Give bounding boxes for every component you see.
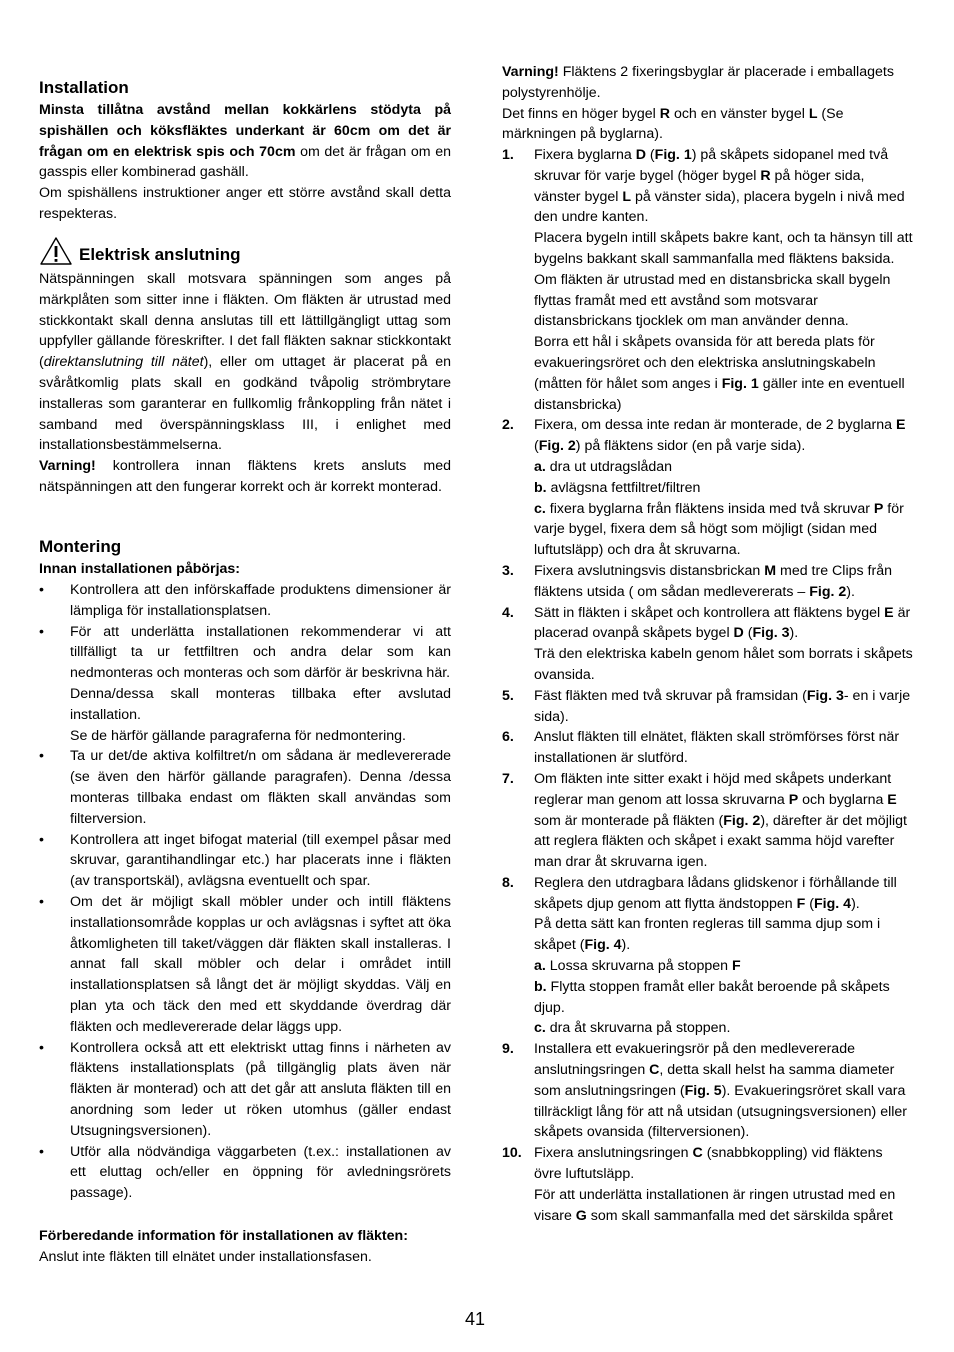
electric-text-a: Nätspänningen skall motsvara spänningen som anges på märkplåten som sitter inne i fläkten. Om fläkten är utrustad med stickkontakt skall denna anslutas till ett lättillgängligt uttag som uppfyller gällande föreskrifter. I det fall fläkten saknar stickkontakt ( xyxy=(39,271,451,371)
step-text: Om fläkten inte sitter exakt i höjd med skåpets underkant reglerar man genom att lossa skruvarna P och byglarna E som är monterade på fläkten (Fig. 2), därefter är det möjligt att reglera fläkten och skåpet i exakt samma höjd varefter man drar åt skruvarna igen. xyxy=(534,770,907,871)
prep-block xyxy=(39,1226,451,1268)
list-item-text: Utför alla nödvändiga väggarbeten (t.ex.: installationen av ett eluttag och/eller en öppning för avledningsrörets passage). xyxy=(70,1143,451,1202)
step-number: 6. xyxy=(502,729,514,746)
step-item xyxy=(502,873,914,1039)
mounting-bullet-list xyxy=(39,580,451,1204)
step-item xyxy=(502,727,914,769)
installation-paragraph-1 xyxy=(39,100,451,183)
list-item xyxy=(39,1142,451,1204)
installation-paragraph-2: Om spishällens instruktioner anger ett större avstånd skall detta respekteras. xyxy=(39,185,451,222)
step-item xyxy=(502,1143,914,1226)
installation-distance-rest: om det är frågan om en gasspis eller kombinerad gashäll. xyxy=(39,143,451,181)
bullet-icon: • xyxy=(39,582,44,598)
list-item-text: Kontrollera att inget bifogat material (till exempel påsar med skruvar, garantihandlingar etc.) har placerats inne i fläkten (av transportskäl), avlägsna eventuellt och spar. xyxy=(70,831,451,890)
step-number: 8. xyxy=(502,874,514,891)
brackets-intro: Det finns en höger bygel R och en vänster bygel L (Se märkningen på byglarna). xyxy=(502,105,844,143)
electric-text-italic: direktanslutning till nätet xyxy=(43,354,204,371)
brackets-warning-label: Varning! xyxy=(502,64,559,80)
bullet-icon: • xyxy=(39,893,44,910)
list-item xyxy=(39,892,451,1038)
step-item xyxy=(502,603,914,686)
mounting-subtitle: Innan installationen påbörjas: xyxy=(39,561,241,577)
bullet-icon: • xyxy=(39,623,44,640)
electric-paragraph xyxy=(39,269,451,498)
step-item xyxy=(502,1039,914,1143)
step-item xyxy=(502,561,914,603)
page-number: 41 xyxy=(465,1309,486,1329)
list-item xyxy=(39,622,451,747)
step-number: 7. xyxy=(502,770,514,787)
list-item-text: Kontrollera också att ett elektriskt uttag finns i närheten av fläktens installationsplats (på tillgänglig plats även när fläkten är monterad) och att det går att ansluta fläkten till en anordning som leder ut röken utomhus (gäller endast Utsugningsversionen). xyxy=(70,1039,451,1139)
step-text: Installera ett evakueringsrör på den medlevererade anslutningsringen C, detta skall helst ha samma diameter som anslutningsringen (Fig. 5). Evakueringsröret skall vara tillräckligt lång för att nå utsidan (utsugningsversionen) eller skåpets ovansida (filterversionen). xyxy=(534,1041,908,1141)
warning-triangle-icon xyxy=(39,236,73,271)
step-text: Fixera anslutningsringen C (snabbkoppling) vid fläktens övre luftutsläpp. För att underlätta installationen är ringen utrustad med en visare G som skall sammanfalla med det särskilda spåret xyxy=(534,1145,896,1224)
list-item xyxy=(39,830,451,892)
bullet-icon: • xyxy=(39,1039,44,1056)
list-item-text: Kontrollera att den införskaffade produktens dimensioner är lämpliga för installationsplatsen. xyxy=(70,582,451,619)
prep-text: Anslut inte fläkten till elnätet under installationsfasen. xyxy=(39,1248,372,1265)
electric-warning-text: kontrollera innan fläktens krets ansluts med nätspänningen att den fungerar korrekt och är korrekt monterad. xyxy=(39,458,451,495)
installation-steps-list xyxy=(502,145,914,1226)
list-item xyxy=(39,1038,451,1142)
bullet-icon: • xyxy=(39,1143,44,1160)
installation-heading: Installation xyxy=(39,78,129,97)
brackets-warning xyxy=(502,62,914,145)
step-text: Fixera avslutningsvis distansbrickan M med tre Clips från fläktens utsida ( om sådan medlevererats – Fig. 2). xyxy=(534,562,892,600)
step-text: Anslut fläkten till elnätet, fläkten skall strömförses först när installationen är slutförd. xyxy=(534,729,900,767)
electric-text-b: ), eller om uttaget är placerat på en svåråtkomlig plats skall en godkänd tvåpolig strömbrytare installeras som garanterar en fullkomlig frånkoppling från nätet i samband med överspänningsklass III, i enlighet med installationsbestämmelserna. xyxy=(39,354,451,454)
mounting-heading: Montering xyxy=(39,537,122,556)
step-item xyxy=(502,145,914,415)
step-number: 4. xyxy=(502,604,514,621)
prep-title: Förberedande information för installationen av fläkten: xyxy=(39,1228,408,1244)
step-number: 10. xyxy=(502,1145,522,1162)
step-number: 3. xyxy=(502,562,514,579)
list-item-text: För att underlätta installationen rekommenderar vi att tillfälligt ta ur fettfiltren och andra delar som kan nedmonteras och monteras och som därför är beskrivna här. Denna/dessa skall monteras tillbaka efter avslutad installation. Se de härför gällande paragraferna för nedmontering. xyxy=(70,623,451,744)
step-text: Fixera, om dessa inte redan är monterade, de 2 byglarna E (Fig. 2) på fläktens sidor (en på varje sida). a. dra ut utdragslådan b. avlägsna fettfiltret/filtren c. fixera byglarna från fläktens insida med två skruvar P för varje bygel, fixera dem så högt som möjligt (sidan med luftutsläpp) och dra åt skruvarna. xyxy=(534,417,906,559)
electric-heading-row xyxy=(39,236,241,271)
step-number: 2. xyxy=(502,417,514,434)
electric-warning-label: Varning! xyxy=(39,458,96,475)
step-number: 9. xyxy=(502,1041,514,1058)
step-item xyxy=(502,415,914,561)
electric-heading: Elektrisk anslutning xyxy=(79,245,241,264)
step-item xyxy=(502,686,914,728)
installation-distance-bold: Minsta tillåtna avstånd mellan kokkärlens stödyta på spishällen och köksfläktes underkant är 60cm om det är frågan om en elektrisk spis och 70cm xyxy=(39,102,451,160)
step-number: 1. xyxy=(502,147,514,163)
step-number: 5. xyxy=(502,687,514,704)
list-item xyxy=(39,746,451,829)
list-item-text: Ta ur det/de aktiva kolfiltret/n om sådana är medlevererade (se även den härför gällande paragrafen). Denna /dessa monteras tillbaka endast om fläkten skall användas som filterversion. xyxy=(70,748,451,827)
step-text: Fixera byglarna D (Fig. 1) på skåpets sidopanel med två skruvar för varje bygel (höger bygel R på höger sida, vänster bygel L på vänster sida), placera bygeln i nivå med den undre kanten. Placera bygeln intill skåpets bakre kant, och ta hänsyn till att bygelns bakkant skall sammanfalla med fläktens baksida. Om fläkten är utrustad med en distansbricka skall bygeln flyttas framåt med ett avstånd som motsvarar distansbrickans tjocklek om man använder denna. Borra ett hål i skåpets ovansida för att bereda plats för evakueringsröret och den elektriska anslutningskabeln (måtten för hålet som anges i Fig. 1 gäller inte en eventuell distansbricka) xyxy=(534,147,913,413)
step-text: Fäst fläkten med två skruvar på framsidan (Fig. 3- en i varje sida). xyxy=(534,687,911,725)
list-item-text: Om det är möjligt skall möbler under och intill fläktens installationsområde kopplas ur och avlägsnas i syftet att öka åtkomligheten till taket/väggen där fläkten skall installeras. I annat fall skall möbler och delar i området intill installationsplatsen så långt det är möjligt skyddas. Välj en plan yta och täck den med ett skyddande överdrag där fläkten och medlevererade delar läggs upp. xyxy=(70,893,451,1035)
list-item xyxy=(39,580,451,622)
step-text: Reglera den utdragbara lådans glidskenor i förhållande till skåpets djup genom att flytta ändstoppen F (Fig. 4). På detta sätt kan fronten regleras till samma djup som i skåpet (Fig. 4). a. Lossa skruvarna på stoppen F b. Flytta stoppen framåt eller bakåt beroende på skåpets djup. c. dra åt skruvarna på stoppen. xyxy=(534,874,897,1037)
step-item xyxy=(502,769,914,873)
step-text: Sätt in fläkten i skåpet och kontrollera att fläktens bygel E är placerad ovanpå skåpets bygel D (Fig. 3). Trä den elektriska kabeln genom hålet som borrats i skåpets ovansida. xyxy=(534,604,913,683)
bullet-icon: • xyxy=(39,748,44,765)
brackets-warning-text: Fläktens 2 fixeringsbyglar är placerade i emballagets polystyrenhölje. xyxy=(502,64,894,101)
bullet-icon: • xyxy=(39,831,44,848)
